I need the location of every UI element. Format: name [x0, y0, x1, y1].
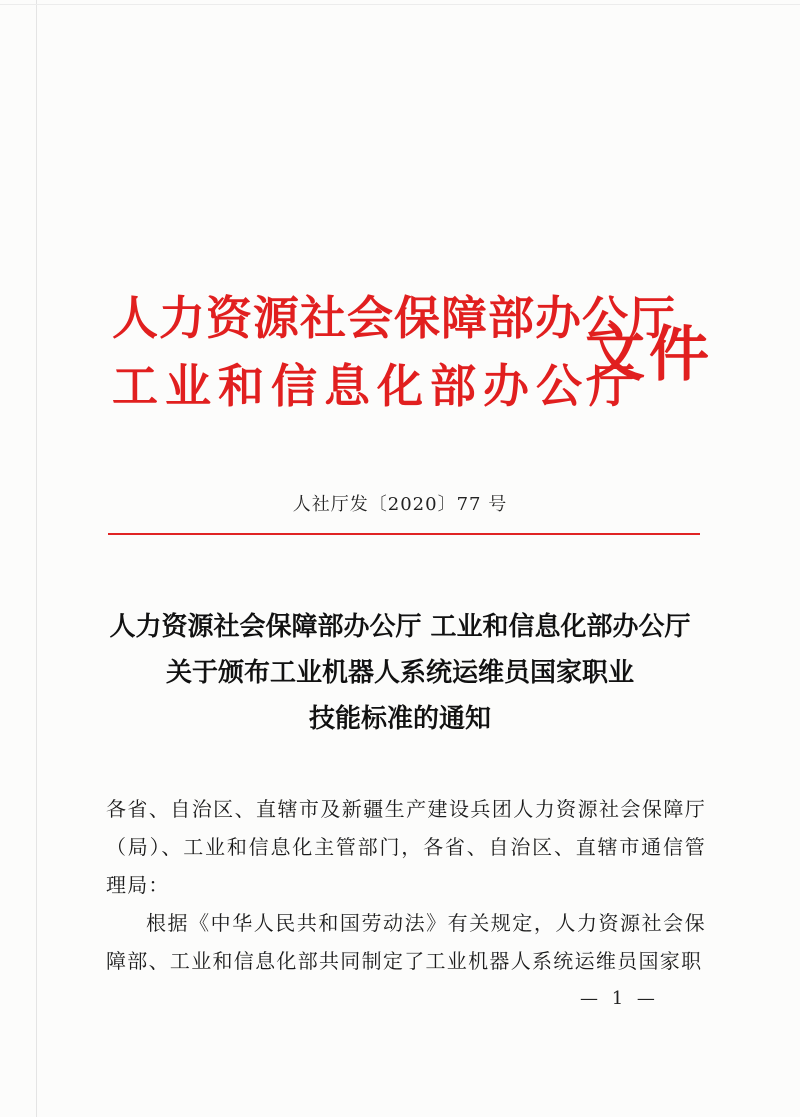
doc-type-label: 文件	[585, 320, 713, 390]
scan-edge-top	[0, 4, 800, 5]
document-body	[106, 790, 706, 980]
title-line-2: 关于颁布工业机器人系统运维员国家职业	[165, 658, 634, 688]
red-separator-line	[108, 533, 700, 535]
title-line-3: 技能标准的通知	[308, 704, 491, 734]
issuer-line-1: 人力资源社会保障部办公厅	[112, 291, 676, 345]
document-title	[0, 604, 800, 742]
document-number: 人社厅发〔2020〕77 号	[292, 494, 508, 515]
title-line-1: 人力资源社会保障部办公厅 工业和信息化部办公厅	[109, 612, 691, 642]
page-number: — 1 —	[580, 988, 659, 1009]
scan-edge-left	[36, 0, 37, 1117]
red-header	[112, 282, 712, 432]
issuer-line-2: 工业和信息化部办公厅	[112, 359, 642, 413]
salutation-paragraph: 各省、自治区、直辖市及新疆生产建设兵团人力资源社会保障厅（局）、工业和信息化主管部门，各省、自治区、直辖市通信管理局：	[106, 797, 706, 897]
body-paragraph-1: 根据《中华人民共和国劳动法》有关规定，人力资源社会保障部、工业和信息化部共同制定了工业机器人系统运维员国家职	[106, 911, 706, 973]
